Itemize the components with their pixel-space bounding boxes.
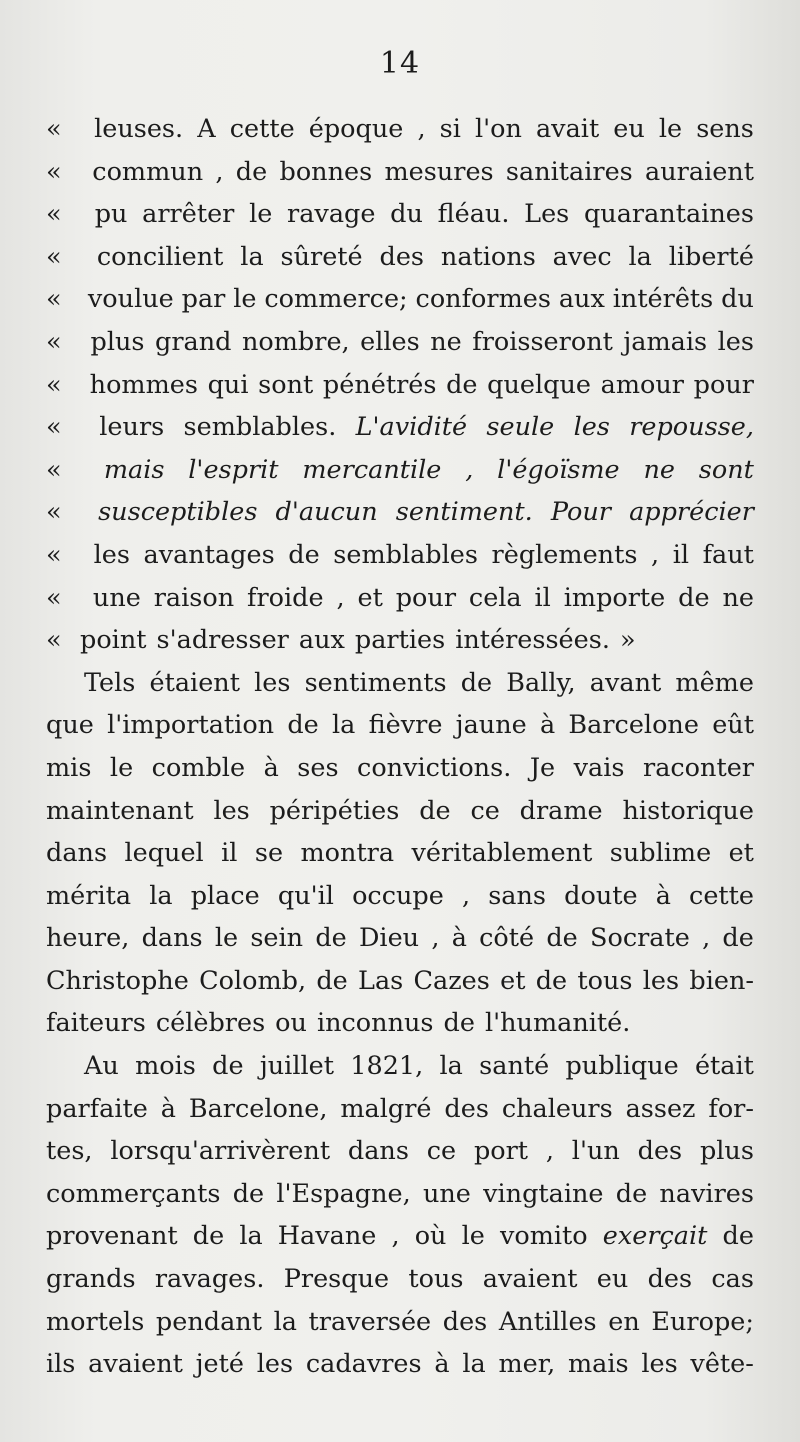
quote-mark: « — [46, 454, 62, 485]
word: dans — [46, 838, 108, 869]
word: l'humanité. — [484, 1008, 631, 1039]
quote-mark: « — [46, 539, 62, 570]
word: seule — [486, 412, 555, 443]
word: vomito — [499, 1221, 588, 1252]
word: , — [391, 1221, 400, 1252]
quote-mark: « — [46, 625, 62, 656]
word: mercantile — [302, 454, 442, 485]
word: jaune — [455, 710, 527, 741]
word: mais — [567, 1349, 629, 1380]
text-line — [46, 960, 754, 1003]
word: plus — [699, 1136, 754, 1167]
word: , — [702, 923, 711, 954]
quote-mark: « — [46, 412, 62, 443]
text-line — [46, 875, 754, 918]
word: Antilles — [498, 1306, 597, 1337]
word: jeté — [195, 1349, 244, 1380]
word: avaient — [482, 1264, 578, 1295]
word: mesures — [384, 156, 494, 187]
text-line — [46, 619, 754, 662]
word: place — [190, 880, 260, 911]
word: les — [642, 965, 680, 996]
word: en — [608, 1306, 640, 1337]
word: de — [315, 923, 347, 954]
word: voulue — [87, 284, 174, 315]
text-line — [46, 534, 754, 577]
word: Havane — [277, 1221, 377, 1252]
word: de — [235, 156, 268, 187]
word: des — [637, 1136, 683, 1167]
word: tous — [408, 1264, 464, 1295]
word: sublime — [609, 838, 712, 869]
word: des — [444, 1093, 489, 1124]
quote-mark: « — [46, 369, 62, 400]
word: , — [215, 156, 224, 187]
word: même — [675, 667, 754, 698]
body-text — [46, 108, 754, 1386]
word: Barcelone — [568, 710, 699, 741]
word: jamais — [623, 326, 708, 357]
word: cela — [468, 582, 522, 613]
word: étaient — [149, 667, 240, 698]
word: les — [254, 667, 291, 698]
word: commerce; — [264, 284, 408, 315]
word: les — [573, 412, 610, 443]
word: à — [655, 880, 671, 911]
word: sentiment. — [395, 497, 533, 528]
word: doute — [564, 880, 638, 911]
word: Presque — [283, 1264, 390, 1295]
word: amour — [600, 369, 684, 400]
word: lequel — [124, 838, 204, 869]
word: le — [233, 284, 257, 315]
word: sens — [696, 114, 754, 144]
word: cette — [229, 114, 295, 144]
word: cas — [711, 1264, 754, 1295]
text-line — [46, 1258, 754, 1301]
word: for- — [708, 1093, 754, 1124]
word: la — [240, 241, 264, 272]
word: de — [316, 965, 348, 996]
word: traversée — [308, 1306, 432, 1337]
text-line — [46, 108, 754, 151]
word: Tels — [84, 667, 136, 698]
word: mérita — [46, 880, 132, 911]
text-line — [46, 662, 754, 705]
text-line — [46, 1301, 754, 1344]
word: de — [232, 1178, 265, 1209]
word: chaleurs — [501, 1093, 613, 1124]
word: ou — [275, 1008, 307, 1039]
word: mois — [135, 1051, 196, 1082]
word: ne — [430, 326, 462, 357]
word: la — [149, 880, 173, 911]
word: grands — [46, 1264, 136, 1295]
word: nombre, — [241, 326, 350, 357]
word: Cazes — [413, 965, 490, 996]
word: raconter — [643, 752, 754, 783]
word: de — [288, 539, 320, 570]
word: le — [658, 114, 683, 144]
word: de — [287, 710, 319, 741]
word: était — [694, 1051, 754, 1082]
word: drame — [519, 795, 603, 826]
word: l'un — [571, 1136, 620, 1167]
word: , — [545, 1136, 554, 1167]
word: de — [192, 1221, 225, 1252]
word: eu — [613, 114, 645, 144]
text-line — [46, 1088, 754, 1131]
word: côté — [479, 923, 535, 954]
text-line — [46, 1215, 754, 1258]
word: ne — [722, 582, 754, 613]
word: du — [390, 199, 423, 230]
text-line — [46, 151, 754, 194]
word: aux — [298, 625, 345, 656]
word: Dieu — [358, 923, 420, 954]
word: publique — [565, 1051, 679, 1082]
word: vête- — [690, 1349, 754, 1380]
word: convictions. — [357, 752, 512, 783]
text-line — [46, 1130, 754, 1173]
word: il — [221, 838, 238, 869]
word: hommes — [89, 369, 198, 400]
word: avaient — [88, 1349, 183, 1380]
word: la — [439, 1051, 463, 1082]
word: par — [181, 284, 226, 315]
word: l'Espagne, — [276, 1178, 411, 1209]
word: exerçait — [602, 1221, 708, 1252]
word: liberté — [668, 241, 754, 272]
text-line — [46, 236, 754, 279]
text-line — [46, 832, 754, 875]
word: les — [213, 795, 250, 826]
word: raison — [153, 582, 235, 613]
word: tes, — [46, 1136, 93, 1167]
word: bien- — [689, 965, 754, 996]
word: de — [446, 369, 478, 400]
word: de — [678, 582, 710, 613]
word: le — [249, 199, 273, 230]
word: de — [722, 923, 754, 954]
word: à — [539, 710, 556, 741]
word: A — [197, 114, 216, 144]
text-line — [46, 747, 754, 790]
word: navires — [659, 1178, 754, 1209]
word: conformes — [415, 284, 551, 315]
word: de — [615, 1178, 648, 1209]
closing-quote-mark: » — [619, 625, 636, 656]
word: pénétrés — [322, 369, 437, 400]
word: le — [214, 923, 239, 954]
word: froide — [247, 582, 324, 613]
word: commerçants — [46, 1178, 221, 1209]
text-line — [46, 1002, 754, 1045]
word: point — [80, 625, 147, 656]
word: une — [92, 582, 141, 613]
word: à — [263, 752, 279, 783]
word: fléau. — [437, 199, 510, 230]
word: juillet — [259, 1051, 334, 1082]
word: repousse, — [629, 412, 754, 443]
word: parfaite — [46, 1093, 148, 1124]
word: , — [465, 454, 474, 485]
word: nations — [440, 241, 536, 272]
word: 1821, — [350, 1051, 424, 1082]
word: Les — [524, 199, 570, 230]
word: s'adresser — [156, 625, 289, 656]
word: l'esprit — [188, 454, 279, 485]
word: de — [443, 1008, 475, 1039]
word: fièvre — [368, 710, 443, 741]
word: faut — [702, 539, 754, 570]
word: leuses. — [94, 114, 184, 144]
word: du — [721, 284, 754, 315]
word: plus — [90, 326, 145, 357]
word: intéressées. — [455, 625, 610, 656]
word: maintenant — [46, 795, 194, 826]
word: sûreté — [280, 241, 363, 272]
word: sentiments — [304, 667, 447, 698]
word: semblables. — [183, 412, 337, 443]
word: heure, — [46, 923, 130, 954]
word: la — [273, 1306, 297, 1337]
word: Colomb, — [199, 965, 307, 996]
word: des — [442, 1306, 488, 1337]
word: et — [357, 582, 383, 613]
word: port — [473, 1136, 529, 1167]
word: sanitaires — [505, 156, 633, 187]
word: occupe — [352, 880, 444, 911]
text-line — [46, 1045, 754, 1088]
text-line — [46, 704, 754, 747]
word: grand — [155, 326, 232, 357]
word: dans — [141, 923, 203, 954]
word: importe — [563, 582, 666, 613]
word: aux — [558, 284, 605, 315]
word: péripéties — [269, 795, 400, 826]
word: de — [535, 965, 568, 996]
quote-mark: « — [46, 326, 62, 357]
text-line — [46, 577, 754, 620]
word: pour — [693, 369, 754, 400]
word: la — [332, 710, 356, 741]
quote-mark: « — [46, 497, 62, 528]
word: elles — [360, 326, 420, 357]
text-line — [46, 491, 754, 534]
word: lorsqu'arrivèrent — [110, 1136, 331, 1167]
word: montra — [300, 838, 395, 869]
word: une — [422, 1178, 471, 1209]
word: l'on — [474, 114, 522, 144]
word: auraient — [645, 156, 754, 187]
word: de — [722, 1221, 754, 1252]
word: qui — [207, 369, 249, 400]
word: il — [672, 539, 690, 570]
word: , — [431, 923, 440, 954]
word: quarantaines — [583, 199, 754, 230]
quote-mark: « — [46, 156, 62, 187]
word: Barcelone, — [188, 1093, 328, 1124]
word: sont — [258, 369, 314, 400]
word: règlements — [491, 539, 638, 570]
word: la — [462, 1349, 486, 1380]
word: Pour — [550, 497, 611, 528]
page-number: 14 — [379, 46, 421, 81]
word: ce — [426, 1136, 457, 1167]
word: le — [461, 1221, 485, 1252]
word: avec — [552, 241, 612, 272]
word: cette — [689, 880, 754, 911]
word: la — [239, 1221, 263, 1252]
word: pour — [395, 582, 457, 613]
word: apprécier — [629, 497, 754, 528]
word: le — [109, 752, 134, 783]
word: tous — [577, 965, 633, 996]
word: eu — [596, 1264, 629, 1295]
word: mais — [103, 454, 165, 485]
word: se — [254, 838, 284, 869]
quote-mark: « — [46, 284, 62, 315]
word: arrêter — [142, 199, 235, 230]
text-line — [46, 321, 754, 364]
word: à — [434, 1349, 450, 1380]
word: l'égoïsme — [497, 454, 620, 485]
word: la — [628, 241, 652, 272]
quote-mark: « — [46, 114, 62, 144]
word: Au — [84, 1051, 119, 1082]
word: pendant — [155, 1306, 262, 1337]
word: L'avidité — [355, 412, 468, 443]
text-line — [46, 917, 754, 960]
word: à — [160, 1093, 176, 1124]
word: Europe; — [651, 1306, 754, 1337]
word: que — [46, 710, 94, 741]
word: santé — [479, 1051, 550, 1082]
word: à — [451, 923, 467, 954]
word: Socrate — [590, 923, 690, 954]
word: des — [647, 1264, 693, 1295]
quote-mark: « — [46, 582, 62, 613]
word: historique — [622, 795, 754, 826]
word: ses — [297, 752, 339, 783]
word: les — [717, 326, 754, 357]
word: avait — [535, 114, 600, 144]
word: mer, — [498, 1349, 556, 1380]
word: susceptibles — [98, 497, 258, 528]
word: les — [93, 539, 130, 570]
word: Christophe — [46, 965, 189, 996]
word: les — [641, 1349, 678, 1380]
word: il — [534, 582, 551, 613]
word: eût — [712, 710, 754, 741]
word: comble — [151, 752, 246, 783]
word: avant — [589, 667, 662, 698]
word: des — [379, 241, 425, 272]
text-line — [46, 449, 754, 492]
word: quelque — [487, 369, 591, 400]
quote-mark: « — [46, 199, 62, 230]
word: sein — [250, 923, 304, 954]
word: concilient — [96, 241, 224, 272]
word: Las — [358, 965, 404, 996]
word: ravages. — [154, 1264, 265, 1295]
word: avantages — [143, 539, 275, 570]
word: provenant — [46, 1221, 178, 1252]
word: malgré — [340, 1093, 432, 1124]
text-line — [46, 364, 754, 407]
word: Je — [529, 752, 556, 783]
word: ne — [643, 454, 675, 485]
text-line — [46, 278, 754, 321]
word: pu — [94, 199, 128, 230]
word: et — [728, 838, 754, 869]
word: ils — [46, 1349, 76, 1380]
word: les — [256, 1349, 294, 1380]
word: Bally, — [506, 667, 576, 698]
word: inconnus — [316, 1008, 434, 1039]
word: vingtaine — [483, 1178, 604, 1209]
word: si — [439, 114, 461, 144]
word: mortels — [46, 1306, 145, 1337]
text-line — [46, 1343, 754, 1386]
word: et — [500, 965, 526, 996]
word: véritablement — [411, 838, 593, 869]
text-line — [46, 790, 754, 833]
word: d'aucun — [275, 497, 378, 528]
word: leurs — [99, 412, 165, 443]
word: parties — [354, 625, 446, 656]
word: époque — [308, 114, 404, 144]
word: , — [336, 582, 345, 613]
word: faiteurs — [46, 1008, 146, 1039]
word: semblables — [333, 539, 478, 570]
word: sans — [488, 880, 547, 911]
word: de — [546, 923, 578, 954]
word: vais — [573, 752, 625, 783]
word: l'importation — [107, 710, 275, 741]
word: , — [417, 114, 426, 144]
word: où — [414, 1221, 447, 1252]
word: sont — [698, 454, 754, 485]
word: bonnes — [279, 156, 373, 187]
word: de — [212, 1051, 244, 1082]
word: dans — [347, 1136, 409, 1167]
word: assez — [625, 1093, 696, 1124]
word: de — [419, 795, 451, 826]
word: célèbres — [155, 1008, 266, 1039]
word: mis — [46, 752, 92, 783]
text-line — [46, 193, 754, 236]
word: qu'il — [277, 880, 334, 911]
word: ce — [470, 795, 500, 826]
text-line — [46, 1173, 754, 1216]
word: , — [651, 539, 660, 570]
word: cadavres — [305, 1349, 422, 1380]
word: commun — [92, 156, 204, 187]
word: froisseront — [472, 326, 613, 357]
quote-mark: « — [46, 241, 62, 272]
word: , — [461, 880, 471, 911]
word: ravage — [287, 199, 376, 230]
word: de — [460, 667, 493, 698]
word: intérêts — [612, 284, 714, 315]
text-line — [46, 406, 754, 449]
